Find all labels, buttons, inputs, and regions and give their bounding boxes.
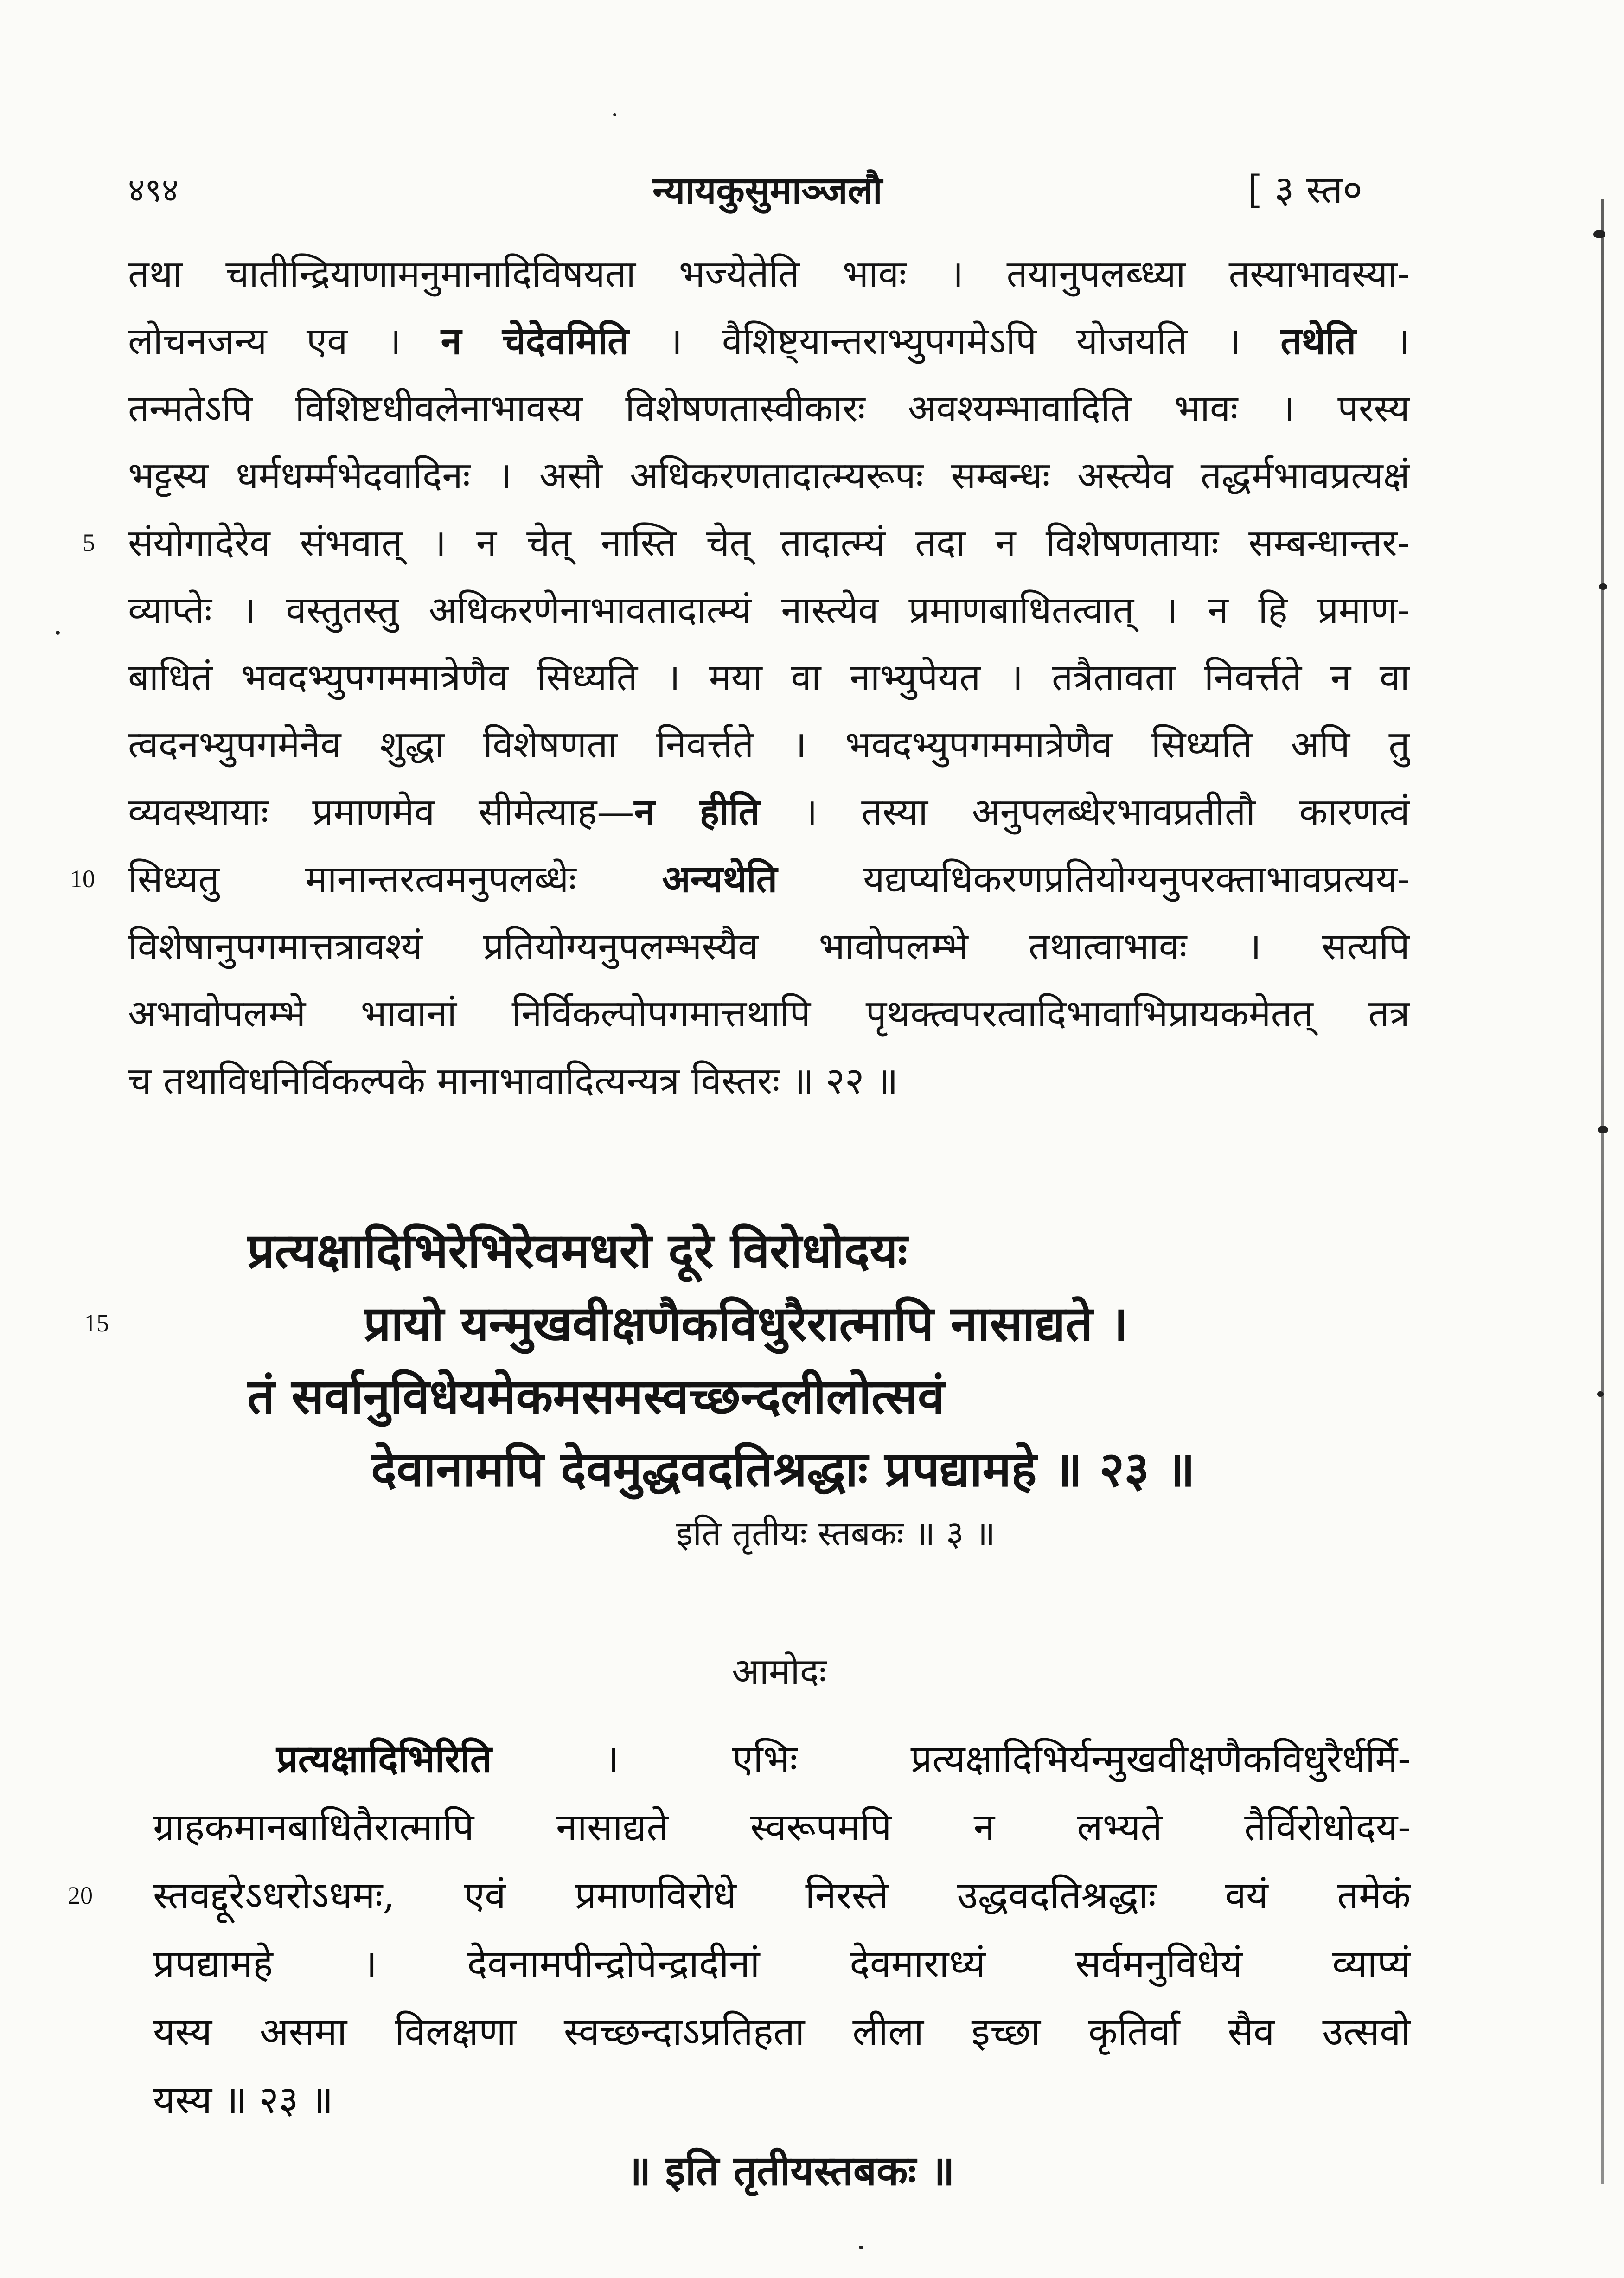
- line-text: [153, 1862, 1411, 1930]
- verse-text-line: [0, 1214, 1577, 1287]
- page-number: ४९४: [128, 171, 179, 209]
- top-text-line: [128, 307, 1410, 375]
- emphasized-lemma: तथेति: [1280, 319, 1356, 363]
- text-run: प्रायो यन्मुखवीक्षणैकविधुरैरात्मापि नासाद्यते ।: [364, 1295, 1128, 1352]
- top-text-line: [83, 509, 1410, 576]
- text-run: यस्य असमा विलक्षणा स्वच्छन्दाऽप्रतिहता लीला इच्छा कृतिर्वा सैव उत्सवो: [153, 2010, 1411, 2054]
- scan-speck: [1593, 230, 1605, 238]
- top-text-line: [128, 711, 1410, 778]
- line-text: [153, 1930, 1411, 1998]
- line-text: [128, 644, 1410, 711]
- line-number-marker: 5: [83, 529, 95, 557]
- emphasized-lemma: न हीति: [634, 790, 760, 833]
- emphasized-lemma: अन्यथेति: [662, 857, 778, 901]
- top-text-line: [128, 240, 1410, 307]
- line-text: [128, 442, 1410, 509]
- upper-commentary: [70, 240, 1410, 1114]
- text-run: व्यवस्थायाः प्रमाणमेव सीमेत्याह—: [128, 790, 634, 833]
- text-run: देवानामपि देवमुद्धवदतिश्रद्धाः प्रपद्यामहे ॥ २३ ॥: [371, 1440, 1196, 1497]
- scan-speck: [859, 2246, 863, 2249]
- amoda-heading: आमोदः: [732, 1651, 826, 1693]
- closing-colophon: ॥ इति तृतीयस्तबकः ॥: [627, 2146, 955, 2195]
- text-run: अभावोपलम्भे भावानां निर्विकल्पोपगमात्तथापि पृथक्त्वपरत्वादिभावाभिप्रायकमेतत् तत्र: [128, 992, 1410, 1035]
- line-text: [247, 1214, 1577, 1287]
- line-text: [128, 913, 1410, 980]
- amoda-text-line: [68, 1862, 1411, 1930]
- top-text-line: [128, 576, 1410, 644]
- amoda-text-line: [153, 1930, 1411, 1998]
- line-number-marker: 20: [68, 1881, 93, 1909]
- text-run: त्वदनभ्युपगमेनैव शुद्धा विशेषणता निवर्त्तते । भवदभ्युपगममात्रेणैव सिध्यति अपि तु: [128, 723, 1410, 766]
- running-title: न्यायकुसुमाञ्जलौ: [652, 168, 882, 212]
- scan-speck: [56, 631, 60, 635]
- line-text: [128, 509, 1410, 576]
- line-text: [364, 1287, 1577, 1360]
- line-text: [153, 1998, 1411, 2066]
- line-text: [128, 778, 1410, 845]
- text-run: । वैशिष्ट्यान्तराभ्युपगमेऽपि योजयति ।: [628, 320, 1281, 363]
- text-run: विशेषानुपगमात्तत्रावश्यं प्रतियोग्यनुपलम्भस्यैव भावोपलम्भे तथात्वाभावः । सत्यपि: [128, 925, 1410, 968]
- text-run: बाधितं भवदभ्युपगममात्रेणैव सिध्यति । मया वा नाभ्युपेयत । तत्रैतावता निवर्त्तते न वा: [128, 656, 1410, 699]
- scan-page-edge: [1601, 199, 1604, 2184]
- line-text: [128, 1047, 1410, 1114]
- text-run: स्तवद्दूरेऽधरोऽधमः, एवं प्रमाणविरोधे निरस्ते उद्धवदतिश्रद्धाः वयं तमेकं: [153, 1874, 1411, 1918]
- amoda-commentary: [68, 1725, 1411, 2134]
- scan-speck: [1598, 1126, 1608, 1133]
- text-run: यद्यप्यधिकरणप्रतियोग्यनुपरक्ताभावप्रत्यय-: [777, 857, 1410, 901]
- text-run: । एभिः प्रत्यक्षादिभिर्यन्मुखवीक्षणैकविधुरैर्धर्मि-: [492, 1737, 1411, 1781]
- top-text-line: [128, 442, 1410, 509]
- text-run: प्रत्यक्षादिभिरेभिरेवमधरो दूरे विरोधोदयः: [247, 1222, 908, 1279]
- text-run: ग्राहकमानबाधितैरात्मापि नासाद्यते स्वरूपमपि न लभ्यते तैर्विरोधोदय-: [153, 1805, 1411, 1849]
- line-number-marker: 15: [84, 1309, 109, 1337]
- text-run: प्रपद्यामहे । देवनामपीन्द्रोपेन्द्रादीनां देवमाराध्यं सर्वमनुविधेयं व्याप्यं: [153, 1942, 1411, 1986]
- text-run: ।: [1356, 320, 1410, 363]
- text-run: । तस्या अनुपलब्धेरभावप्रतीतौ कारणत्वं: [760, 790, 1410, 833]
- top-text-line: [128, 1047, 1410, 1114]
- line-text: [128, 240, 1410, 307]
- top-text-line: [128, 980, 1410, 1047]
- line-text: [128, 711, 1410, 778]
- text-run: लोचनजन्य एव ।: [128, 320, 441, 363]
- line-text: [153, 2066, 1411, 2134]
- text-run: तन्मतेऽपि विशिष्टधीवलेनाभावस्य विशेषणतास्वीकारः अवश्यम्भावादिति भावः । परस्य: [128, 387, 1410, 430]
- emphasized-lemma: न चेदेवमिति: [441, 319, 629, 363]
- text-run: संयोगादेरेव संभवात् । न चेत् नास्ति चेत् तादात्म्यं तदा न विशेषणतायाः सम्बन्धान्तर-: [128, 521, 1410, 564]
- text-run: तं सर्वानुविधेयमेकमसमस्वच्छन्दलीलोत्सवं: [247, 1368, 945, 1425]
- top-text-line: [128, 913, 1410, 980]
- scan-speck: [613, 113, 616, 116]
- text-run: सिध्यतु मानान्तरत्वमनुपलब्धेः: [128, 857, 662, 901]
- section-marker: [ ३ स्त०: [1247, 168, 1363, 212]
- line-text: [371, 1433, 1577, 1505]
- text-run: व्याप्तेः । वस्तुतस्तु अधिकरणेनाभावतादात्म्यं नास्त्येव प्रमाणबाधितत्वात् । न हि प्रमाण-: [128, 589, 1410, 632]
- scan-speck: [1599, 583, 1607, 590]
- text-run: च तथाविधनिर्विकल्पके मानाभावादित्यन्यत्र विस्तरः ॥ २२ ॥: [128, 1059, 898, 1102]
- line-number-marker: 10: [70, 865, 95, 893]
- text-run: यस्य ॥ २३ ॥: [153, 2078, 333, 2122]
- line-text: [128, 980, 1410, 1047]
- line-text: [128, 845, 1410, 913]
- amoda-text-line: [153, 2066, 1411, 2134]
- text-run: तथा चातीन्द्रियाणामनुमानादिविषयता भज्येतेति भावः । तयानुपलब्ध्या तस्याभावस्या-: [128, 252, 1410, 295]
- amoda-text-line: [153, 1793, 1411, 1862]
- line-text: [153, 1725, 1411, 1793]
- verse-stanza: [0, 1214, 1577, 1505]
- top-text-line: [128, 375, 1410, 442]
- emphasized-lemma: प्रत्यक्षादिभिरिति: [276, 1737, 492, 1781]
- top-text-line: [70, 845, 1410, 913]
- line-text: [247, 1360, 1577, 1433]
- line-text: [128, 576, 1410, 644]
- verse-text-line: [0, 1287, 1577, 1360]
- amoda-text-line: [153, 1998, 1411, 2066]
- top-text-line: [128, 644, 1410, 711]
- top-text-line: [128, 778, 1410, 845]
- text-run: भट्टस्य धर्मधर्म्मभेदवादिनः । असौ अधिकरणतादात्म्यरूपः सम्बन्धः अस्त्येव तद्धर्मभावप्रत्यक्षं: [128, 454, 1410, 497]
- line-text: [153, 1793, 1411, 1862]
- scan-speck: [1597, 1391, 1604, 1397]
- amoda-text-line: [153, 1725, 1411, 1793]
- line-text: [128, 307, 1410, 375]
- line-text: [128, 375, 1410, 442]
- chapter-end-line: इति तृतीयः स्तबकः ॥ ३ ॥: [676, 1514, 996, 1554]
- verse-text-line: [0, 1360, 1577, 1433]
- verse-text-line: [0, 1433, 1577, 1505]
